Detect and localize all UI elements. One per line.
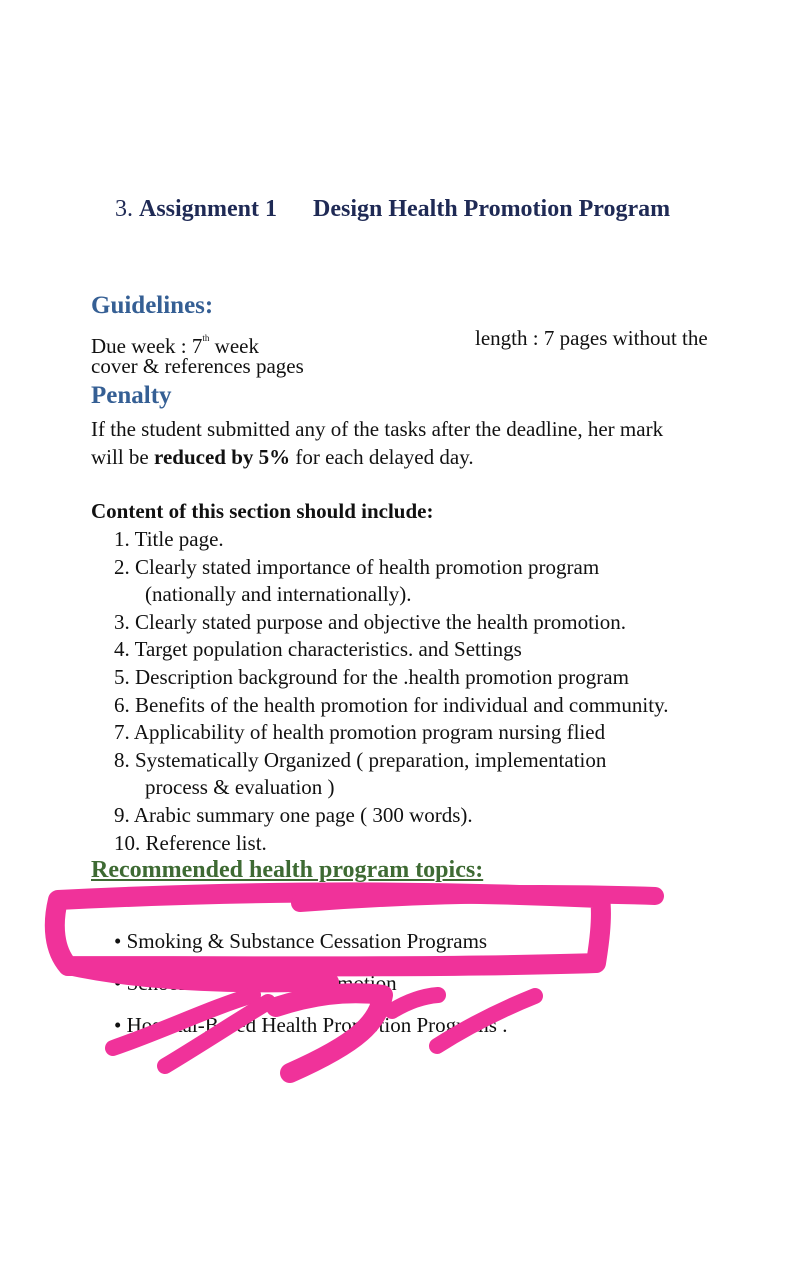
topic-label: Smoking & Substance Cessation Programs — [126, 929, 488, 953]
list-item: 6. Benefits of the health promotion for individual and community. — [114, 692, 669, 717]
topic-item — [114, 971, 397, 996]
list-item: 10. Reference list. — [114, 830, 267, 855]
due-week-sup: th — [202, 333, 210, 343]
list-item: 7. Applicability of health promotion program nursing flied — [114, 720, 606, 745]
list-item: 8. Systematically Organized ( preparation, implementation — [114, 747, 607, 772]
assignment-title — [115, 196, 670, 223]
bullet-icon: • — [114, 929, 122, 953]
assignment-name: Design Health Promotion Program — [313, 196, 671, 222]
length-requirement: length : 7 pages without the — [475, 326, 708, 350]
list-item: process & evaluation ) — [145, 775, 335, 800]
list-item: 1. Title page. — [114, 527, 224, 551]
guidelines-heading: Guidelines: — [91, 292, 214, 319]
content-list — [114, 526, 668, 857]
length-requirement-cont: cover & references pages — [91, 354, 304, 378]
list-item: 9. Arabic summary one page ( 300 words). — [114, 802, 473, 827]
list-item: (nationally and internationally). — [145, 582, 412, 607]
penalty-line-2 — [91, 443, 474, 471]
list-item: 4. Target population characteristics. and Settings — [114, 637, 522, 662]
recommended-heading: Recommended health program topics: — [91, 857, 484, 883]
due-week-suffix: week — [209, 334, 259, 358]
content-heading: Content of this section should include: — [91, 499, 434, 523]
penalty-reduction: reduced by 5% — [154, 445, 291, 469]
penalty-line-2-suffix: for each delayed day. — [290, 445, 474, 469]
topic-item — [114, 929, 487, 954]
list-item: 3. Clearly stated purpose and objective the health promotion. — [114, 609, 627, 634]
penalty-line-2-prefix: will be — [91, 445, 154, 469]
list-item: 5. Description background for the .health promotion program — [114, 664, 629, 689]
highlighter-top-stroke — [300, 894, 655, 903]
highlighter-scribble — [392, 995, 438, 1011]
penalty-heading: Penalty — [91, 382, 172, 409]
topic-label: School Based Health Promotion — [126, 971, 397, 995]
due-week-prefix: Due week : 7 — [91, 334, 203, 358]
bullet-icon: • — [114, 1013, 122, 1037]
assignment-label: Assignment 1 — [139, 196, 278, 222]
bullet-icon: • — [114, 971, 122, 995]
list-item: 2. Clearly stated importance of health promotion program — [114, 554, 600, 579]
section-number: 3. — [115, 196, 133, 222]
topic-item — [114, 1013, 507, 1038]
topic-label: Hospital-Based Health Promotion Programs . — [126, 1013, 508, 1037]
penalty-line-1: If the student submitted any of the tasks after the deadline, her mark — [91, 417, 664, 441]
